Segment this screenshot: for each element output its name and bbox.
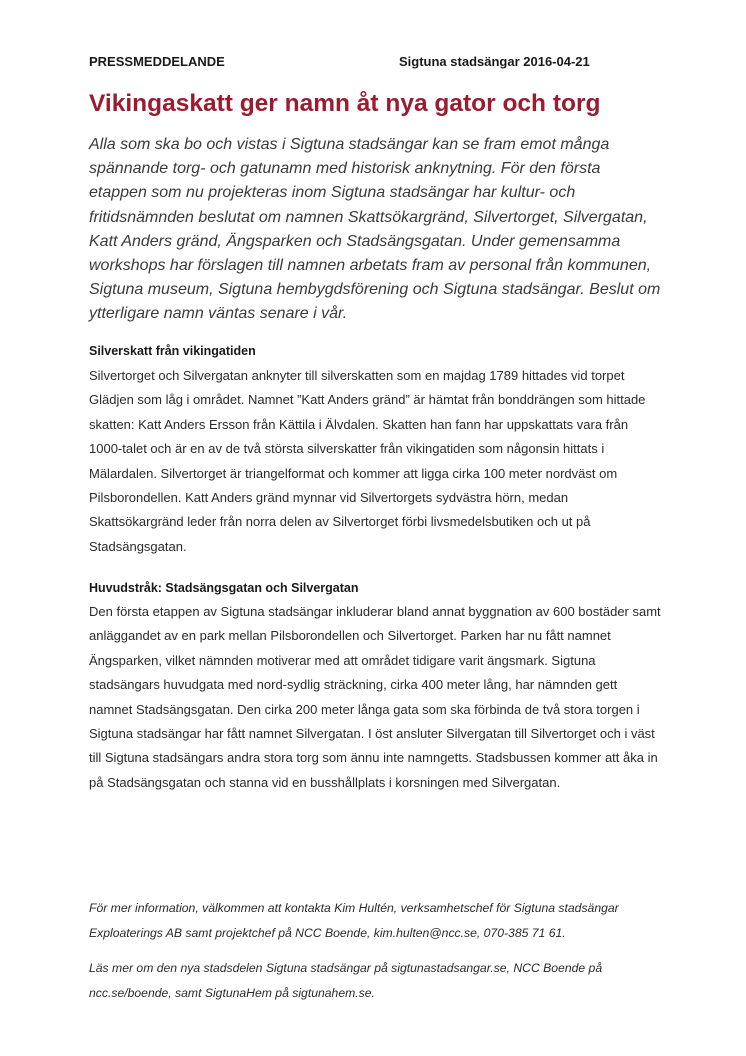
press-release-label: PRESSMEDDELANDE <box>89 54 225 69</box>
section-body-huvudstrak: Den första etappen av Sigtuna stadsängar inkluderar bland annat byggnation av 600 bostäder samt anläggandet av en park mellan Pilsborondellen och Silvertorget. Parken har nu fått namnet Ängsparken, vilket nämnden motiverar med att området tidigare varit ängsmark. Sigtuna stadsängars huvudgata med nord-sydlig sträckning, cirka 400 meter lång, har nämnden gett namnet Stadsängsgatan. Den cirka 200 meter långa gata som ska förbinda de två stora torgen i Sigtuna stadsängar har fått namnet Silvergatan. I öst ansluter Silvergatan till Silvertorget och i väst till Sigtuna stadsängars andra stora torg som ännu inte namngetts. Stadsbussen kommer att åka in på Stadsängsgatan och stanna vid en busshållplats i korsningen med Silvergatan. <box>89 604 661 790</box>
section-heading-silverskatt: Silverskatt från vikingatiden <box>89 344 256 358</box>
section-heading-huvudstrak: Huvudstråk: Stadsängsgatan och Silvergatan <box>89 581 359 595</box>
headline: Vikingaskatt ger namn åt nya gator och torg <box>89 90 601 117</box>
lead-paragraph: Alla som ska bo och vistas i Sigtuna stadsängar kan se fram emot många spännande torg- och gatunamn med historisk anknytning. För den första etappen som nu projekteras inom Sigtuna stadsängar har kultur- och fritidsnämnden beslutat om namnen Skattsökargränd, Silvertorget, Silvergatan, Katt Anders gränd, Ängsparken och Stadsängsgatan. Under gemensamma workshops har förslagen till namnen arbetats fram av personal från kommunen, Sigtuna museum, Sigtuna hembygdsförening och Sigtuna stadsängar. Beslut om ytterligare namn väntas senare i vår. <box>89 136 661 323</box>
section-body-silverskatt: Silvertorget och Silvergatan anknyter till silverskatten som en majdag 1789 hittades vid torpet Glädjen som låg i området. Namnet ”Katt Anders gränd” är hämtat från bonddrängen som hittade skatten: Katt Anders Ersson från Kättila i Älvdalen. Skatten han fann har uppskattats vara från 1000-talet och är en av de två största silverskatter från vikingatiden som någonsin hittats i Mälardalen. Silvertorget är triangelformat och kommer att ligga cirka 100 meter nordväst om Pilsborondellen. Katt Anders gränd mynnar vid Silvertorgets sydvästra hörn, medan Skattsökargränd leder från norra delen av Silvertorget förbi livsmedelsbutiken och ut på Stadsängsgatan. <box>89 368 646 554</box>
document-header <box>89 54 661 72</box>
read-more-information: Läs mer om den nya stadsdelen Sigtuna stadsängar på sigtunastadsangar.se, NCC Boende på ncc.se/boende, samt SigtunaHem på sigtunahem.se. <box>89 961 603 1000</box>
source-and-date: Sigtuna stadsängar 2016-04-21 <box>399 54 590 69</box>
contact-information: För mer information, välkommen att kontakta Kim Hultén, verksamhetschef för Sigtuna stadsängar Exploaterings AB samt projektchef på NCC Boende, kim.hulten@ncc.se, 070-385 71 61. <box>89 901 619 940</box>
